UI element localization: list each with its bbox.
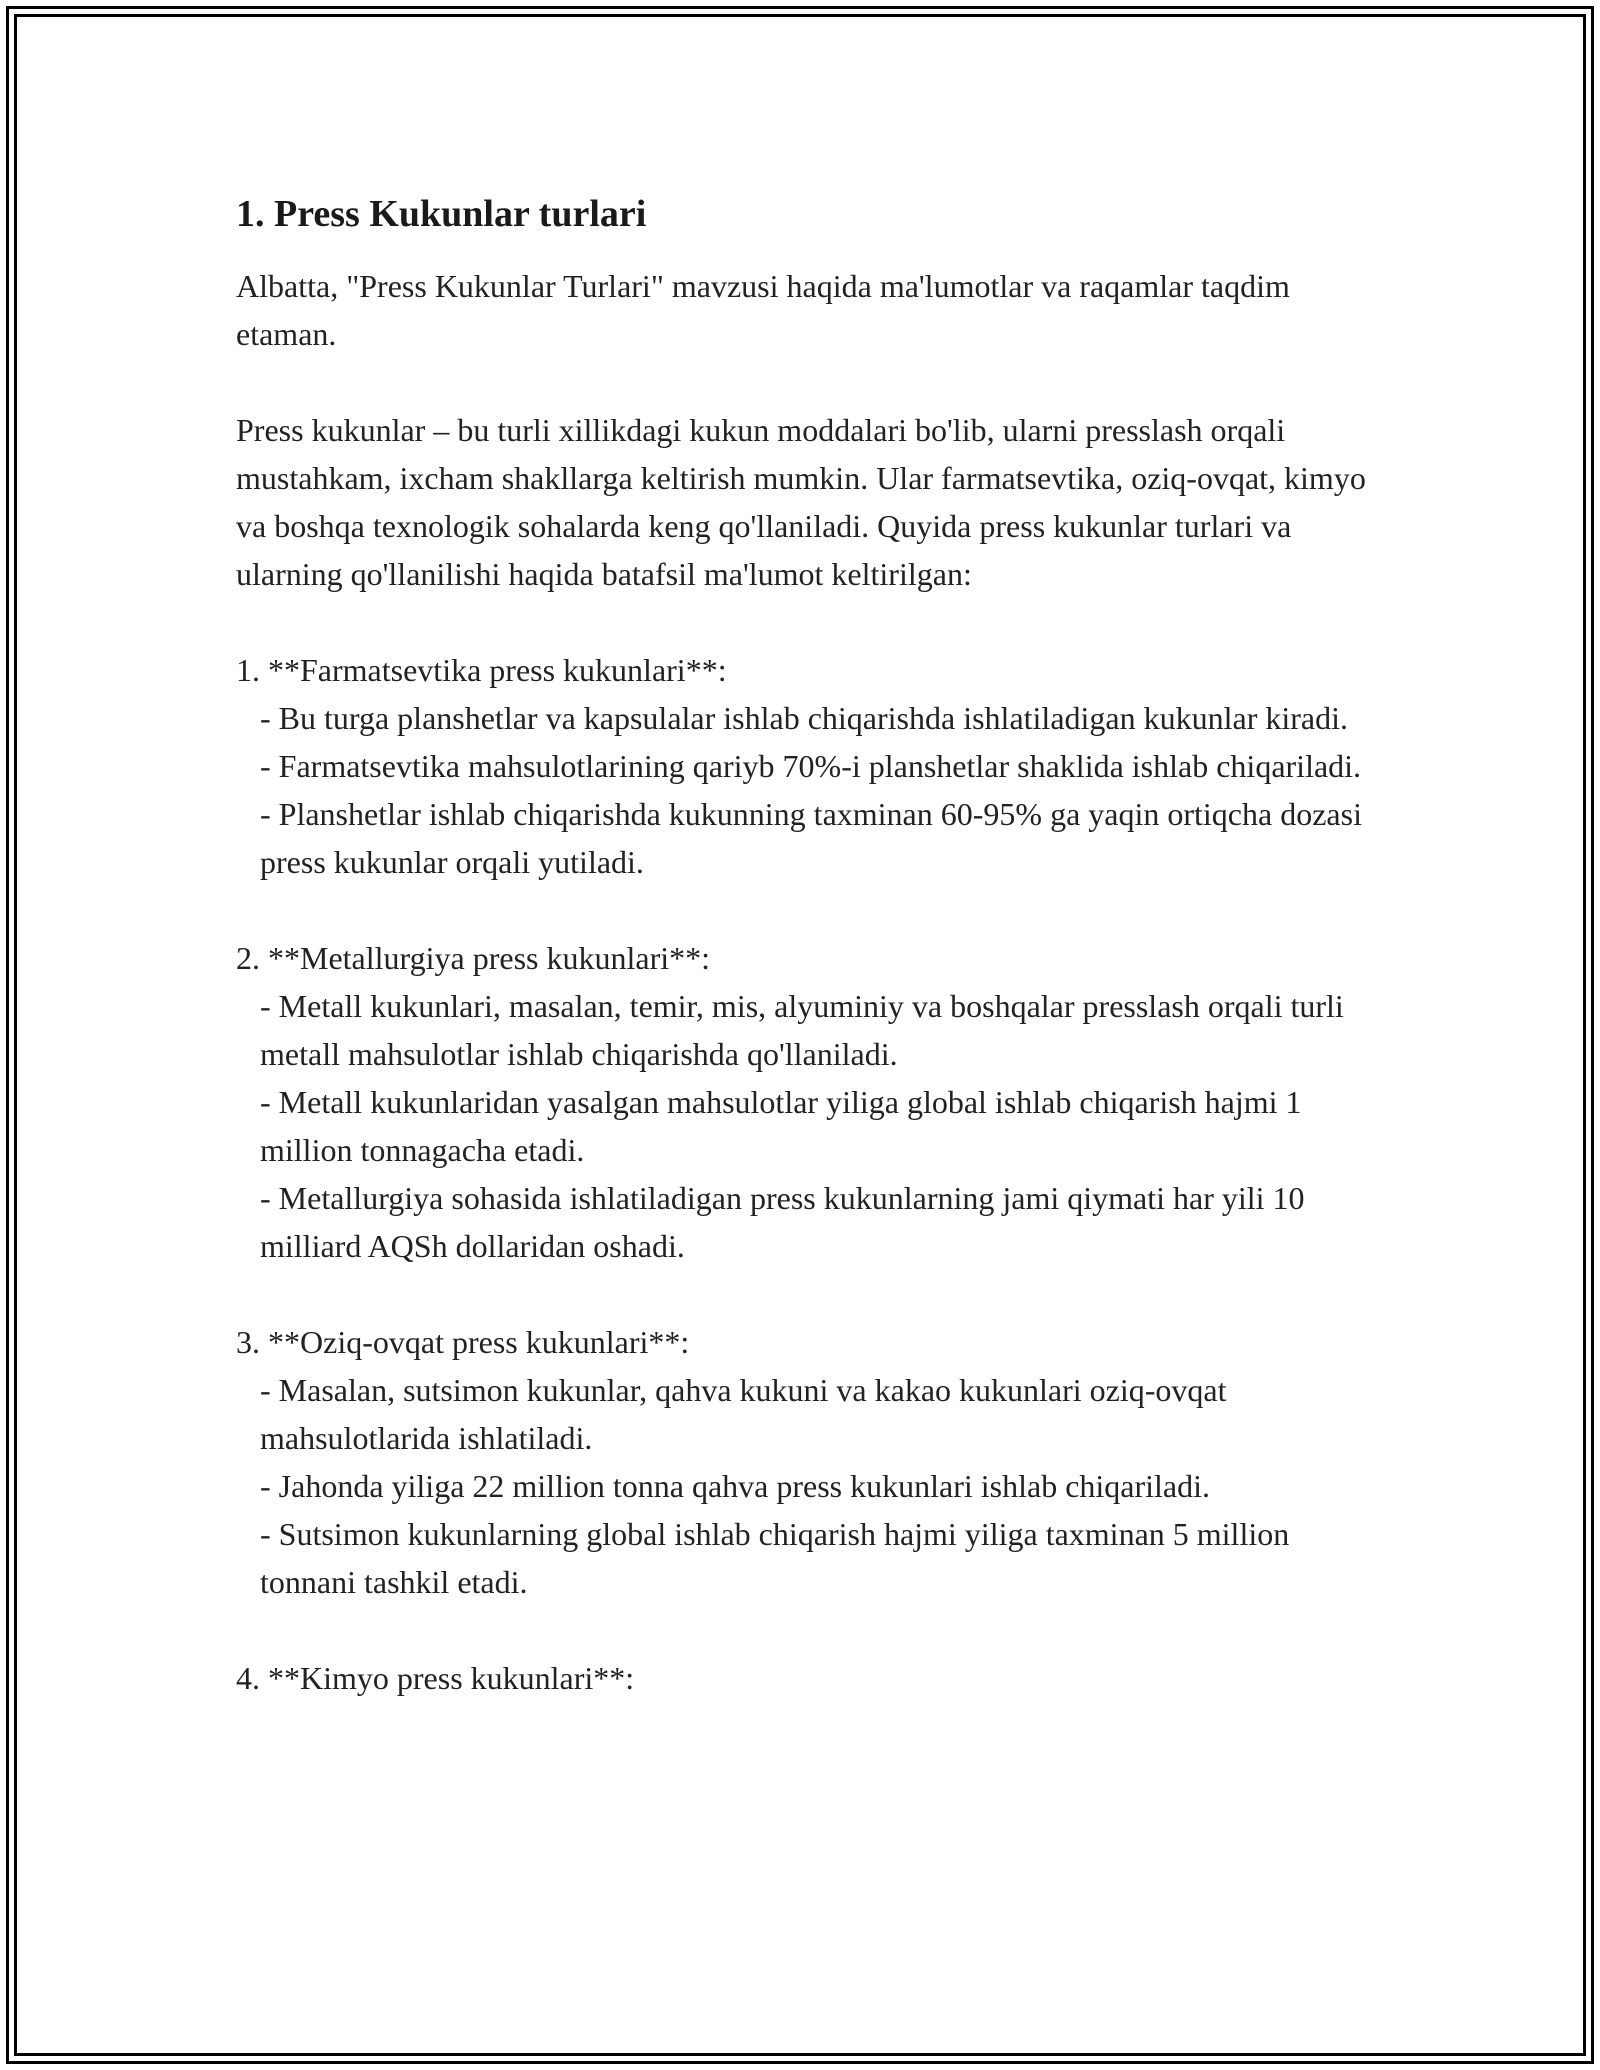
intro-paragraph: Albatta, "Press Kukunlar Turlari" mavzusi haqida ma'lumotlar va raqamlar taqdim etaman. [236, 268, 1290, 352]
page-title: 1. Press Kukunlar turlari [236, 193, 647, 235]
list-item: - Metall kukunlaridan yasalgan mahsulotlar yiliga global ishlab chiqarish hajmi 1 million tonnagacha etadi. [260, 1084, 1302, 1168]
list-item: - Farmatsevtika mahsulotlarining qariyb 70%-i planshetlar shaklida ishlab chiqariladi. [260, 748, 1362, 784]
document-body [236, 186, 1366, 1702]
overview-paragraph: Press kukunlar – bu turli xillikdagi kukun moddalari bo'lib, ularni presslash orqali mustahkam, ixcham shakllarga keltirish mumkin. Ular farmatsevtika, oziq-ovqat, kimyo va boshqa texnologik sohalarda keng qo'llaniladi. Quyida press kukunlar turlari va ularning qo'llanilishi haqida batafsil ma'lumot keltirilgan: [236, 412, 1366, 592]
spacer [236, 886, 1366, 934]
list-item: - Metallurgiya sohasida ishlatiladigan press kukunlarning jami qiymati har yili 10 milliard AQSh dollaridan oshadi. [260, 1180, 1305, 1264]
section-metallurgy [236, 934, 1366, 1270]
list-item: - Metall kukunlari, masalan, temir, mis, alyuminiy va boshqalar presslash orqali turli metall mahsulotlar ishlab chiqarishda qo'llaniladi. [260, 988, 1344, 1072]
list-item: - Sutsimon kukunlarning global ishlab chiqarish hajmi yiliga taxminan 5 million tonnani tashkil etadi. [260, 1516, 1290, 1600]
spacer [236, 358, 1366, 406]
spacer [236, 1270, 1366, 1318]
section-heading: 1. **Farmatsevtika press kukunlari**: [236, 652, 727, 688]
spacer [236, 1606, 1366, 1654]
list-item: - Planshetlar ishlab chiqarishda kukunning taxminan 60-95% ga yaqin ortiqcha dozasi press kukunlar orqali yutiladi. [260, 796, 1362, 880]
section-heading: 2. **Metallurgiya press kukunlari**: [236, 940, 710, 976]
section-chemistry [236, 1654, 1366, 1702]
list-item: - Bu turga planshetlar va kapsulalar ishlab chiqarishda ishlatiladigan kukunlar kiradi. [260, 700, 1348, 736]
list-item: - Jahonda yiliga 22 million tonna qahva press kukunlari ishlab chiqariladi. [260, 1468, 1211, 1504]
section-food [236, 1318, 1366, 1606]
section-pharma [236, 646, 1366, 886]
spacer [236, 598, 1366, 646]
list-item: - Masalan, sutsimon kukunlar, qahva kukuni va kakao kukunlari oziq-ovqat mahsulotlarida ishlatiladi. [260, 1372, 1227, 1456]
section-heading: 4. **Kimyo press kukunlari**: [236, 1660, 635, 1696]
section-heading: 3. **Oziq-ovqat press kukunlari**: [236, 1324, 690, 1360]
